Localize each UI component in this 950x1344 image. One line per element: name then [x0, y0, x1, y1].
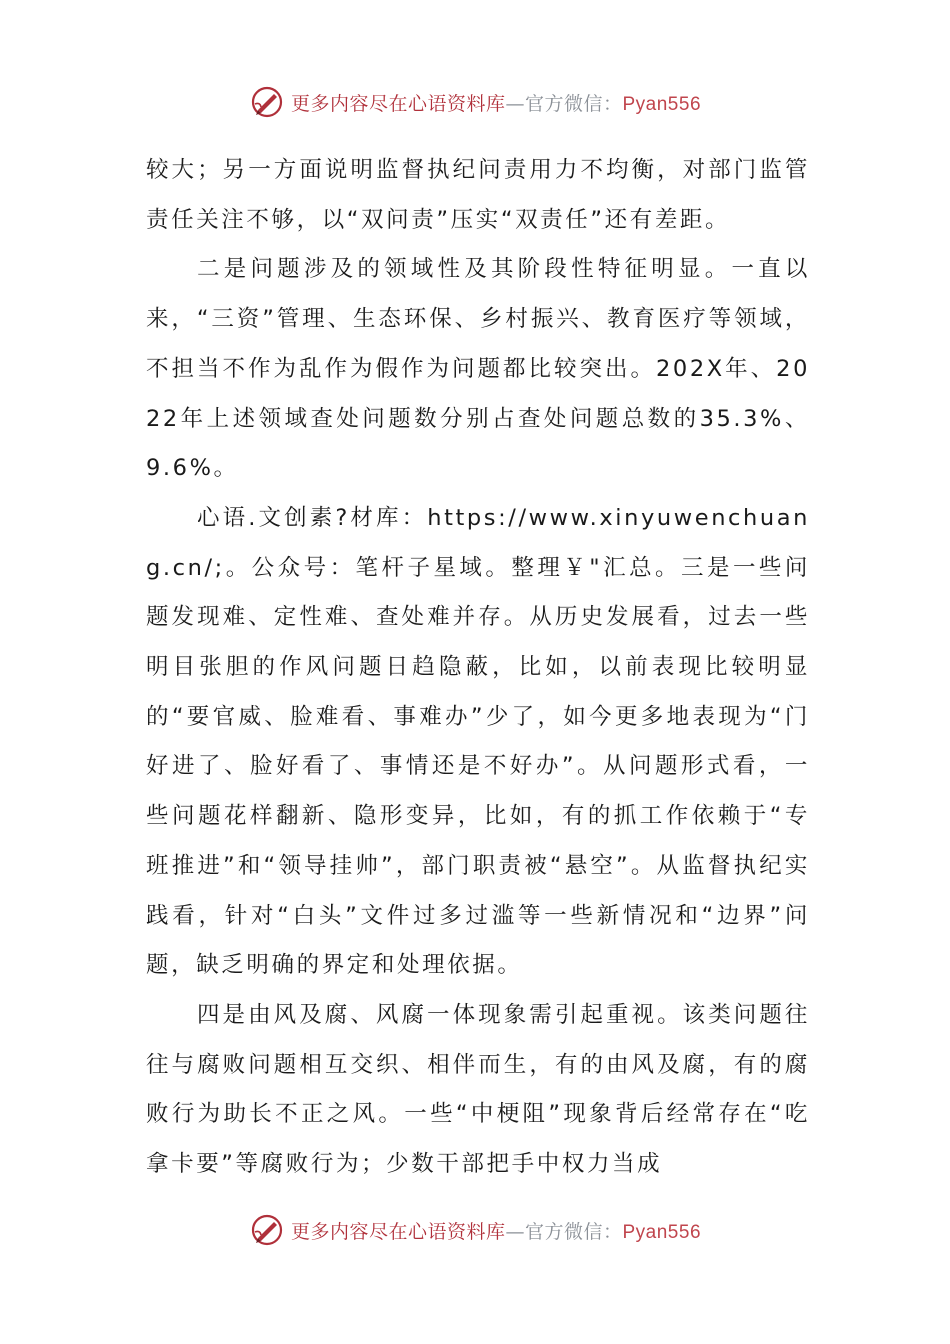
pen-logo-icon	[249, 1212, 285, 1248]
paragraph: 较大；另一方面说明监督执纪问责用力不均衡，对部门监管责任关注不够，以“双问责”压实“双责任”还有差距。	[146, 157, 810, 233]
footer-banner	[0, 1208, 950, 1252]
header-banner	[0, 80, 950, 124]
paragraph: 四是由风及腐、风腐一体现象需引起重视。该类问题往往与腐败问题相互交织、相伴而生，有的由风及腐，有的腐败行为助长不正之风。一些“中梗阻”现象背后经常存在“吃拿卡要”等腐败行为；少数干部把手中权力当成	[146, 1001, 810, 1178]
banner-text	[291, 1217, 701, 1244]
paragraph: 二是问题涉及的领域性及其阶段性特征明显。一直以来，“三资”管理、生态环保、乡村振兴、教育医疗等领域，不担当不作为乱作为假作为问题都比较突出。202X年、2022年上述领域查处问题数分别占查处问题总数的35.3%、9.6%。	[146, 256, 810, 482]
banner-wechat-id: Pyan556	[622, 93, 702, 115]
banner-dash: —	[505, 92, 525, 115]
banner-wechat-label: 官方微信：	[524, 92, 623, 115]
banner-site-name: 更多内容尽在心语资料库	[290, 92, 506, 115]
banner-site-name: 更多内容尽在心语资料库	[290, 1220, 506, 1243]
banner-dash: —	[505, 1220, 525, 1243]
pen-logo-icon	[249, 84, 285, 120]
banner-text	[291, 89, 701, 116]
banner-wechat-label: 官方微信：	[524, 1220, 623, 1243]
banner-wechat-id: Pyan556	[622, 1221, 702, 1243]
body-text	[146, 146, 810, 1190]
paragraph: 心语.文创素?材库：https://www.xinyuwenchuang.cn/;。公众号：笔杆子星域。整理￥"汇总。三是一些问题发现难、定性难、查处难并存。从历史发展看，过去一些明目张胆的作风问题日趋隐蔽，比如，以前表现比较明显的“要官威、脸难看、事难办”少了，如今更多地表现为“门好进了、脸好看了、事情还是不好办”。从问题形式看，一些问题花样翻新、隐形变异，比如，有的抓工作依赖于“专班推进”和“领导挂帅”，部门职责被“悬空”。从监督执纪实践看，针对“白头”文件过多过滥等一些新情况和“边界”问题，缺乏明确的界定和处理依据。	[146, 504, 810, 979]
